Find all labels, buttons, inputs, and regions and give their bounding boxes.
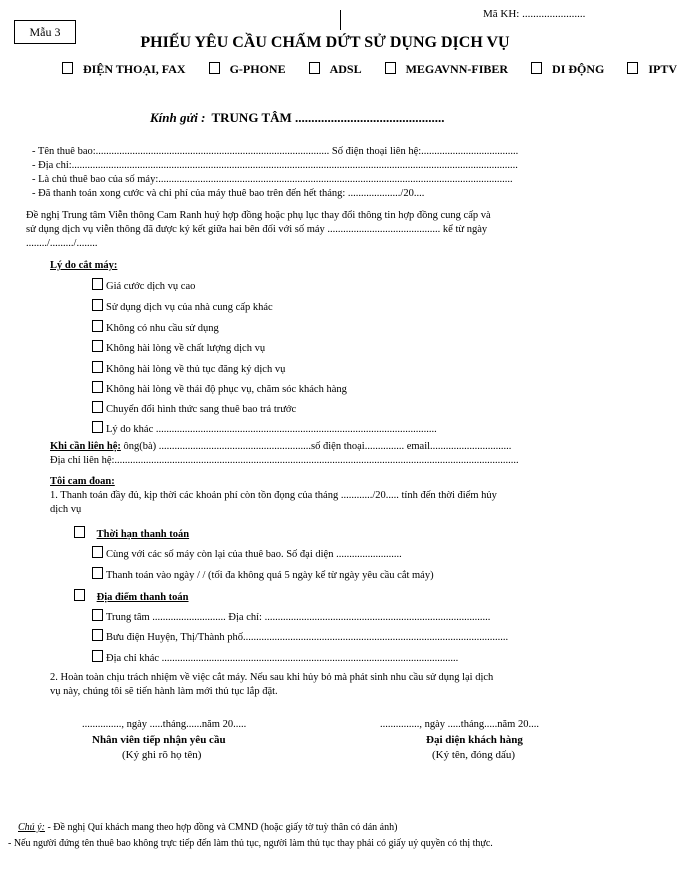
checkbox-icon[interactable]	[92, 361, 103, 373]
checkbox-icon[interactable]	[92, 340, 103, 352]
checkbox-icon[interactable]	[92, 278, 103, 290]
reason-item[interactable]: Sử dụng dịch vụ của nhà cung cấp khác	[92, 299, 273, 313]
checkbox-icon[interactable]	[92, 609, 103, 621]
reason-item[interactable]: Không có nhu cầu sử dụng	[92, 320, 219, 334]
service-option[interactable]: DI ĐỘNG	[531, 62, 614, 76]
commit-2: 2. Hoàn toàn chịu trách nhiệm về việc cắt máy. Nếu sau khi hủy bỏ mà phát sinh nhu cầu sử dụng lại dịch	[50, 672, 494, 683]
reason-item[interactable]: Không hài lòng về thủ tục đăng ký dịch vụ	[92, 361, 285, 375]
staff-signature-sub: (Ký ghi rõ họ tên)	[122, 749, 202, 761]
field-paid-until[interactable]: - Đã thanh toán xong cước và chi phí của máy thuê bao trên đến hết tháng: ..................../20....	[32, 188, 425, 199]
customer-signature-sub: (Ký tên, đóng dấu)	[432, 749, 516, 761]
commit-1[interactable]: 1. Thanh toán đầy đủ, kịp thời các khoản phí còn tồn đọng của tháng ............/20..... tính đến thời điểm hủy	[50, 490, 497, 501]
checkbox-icon[interactable]	[385, 62, 396, 74]
reasons-title: Lý do cắt máy:	[50, 260, 118, 271]
customer-code: Mã KH: .......................	[483, 8, 586, 20]
reason-item[interactable]: Chuyển đổi hình thức sang thuê bao trả trước	[92, 401, 296, 415]
checkbox-icon[interactable]	[92, 421, 103, 433]
payment-time-option[interactable]: Thanh toán vào ngày / / (tối đa không quá 5 ngày kể từ ngày yêu cầu cắt máy)	[92, 567, 434, 581]
field-phone-number[interactable]: - Là chủ thuê bao của số máy:.......................................................................................................................................	[32, 174, 513, 185]
service-option[interactable]: ADSL	[309, 62, 372, 76]
staff-signature-title: Nhân viên tiếp nhận yêu cầu	[92, 734, 226, 746]
note-1: Chú ý: - Đề nghị Quí khách mang theo hợp đồng và CMND (hoặc giấy tờ tuỳ thân có dán ảnh)	[18, 822, 398, 833]
commit-2-cont: vụ này, chúng tôi sẽ tiến hành làm mới thủ tục lắp đặt.	[50, 686, 278, 697]
payment-time-section[interactable]: Thời hạn thanh toán	[74, 526, 189, 540]
form-title: PHIẾU YÊU CẦU CHẤM DỨT SỬ DỤNG DỊCH VỤ	[140, 34, 510, 51]
checkbox-icon[interactable]	[74, 526, 85, 538]
payment-time-option[interactable]: Cùng với các số máy còn lại của thuê bao. Số đại diện .........................	[92, 546, 402, 560]
payment-place-option[interactable]: Địa chỉ khác .................................................................................................................	[92, 650, 458, 664]
field-subscriber-name[interactable]: - Tên thuê bao:......................................................................................... Số điện thoại liên hệ:.....................................	[32, 146, 519, 157]
checkbox-icon[interactable]	[92, 546, 103, 558]
service-option[interactable]: MEGAVNN-FIBER	[385, 62, 518, 76]
checkbox-icon[interactable]	[531, 62, 542, 74]
checkbox-icon[interactable]	[92, 567, 103, 579]
form-code: Mẫu 3	[14, 20, 76, 44]
checkbox-icon[interactable]	[209, 62, 220, 74]
payment-place-option[interactable]: Bưu điện Huyện, Thị/Thành phố.....................................................................................................	[92, 629, 508, 643]
addressee: Kính gửi : TRUNG TÂM ..............................................	[150, 110, 445, 125]
payment-place-section[interactable]: Địa điểm thanh toán	[74, 589, 189, 603]
customer-signature-title: Đại diện khách hàng	[426, 734, 523, 746]
service-option[interactable]: ĐIỆN THOẠI, FAX	[62, 62, 196, 76]
service-options	[62, 62, 697, 77]
request-date[interactable]: ......../........./........	[26, 238, 98, 249]
checkbox-icon[interactable]	[92, 320, 103, 332]
reason-item[interactable]: Giá cước dịch vụ cao	[92, 278, 195, 292]
request-line[interactable]: sử dụng dịch vụ viễn thông đã được ký kết giữa hai bên đối với số máy ........................................... kể từ ngày	[26, 224, 488, 235]
commit-title: Tôi cam đoan:	[50, 476, 115, 487]
checkbox-icon[interactable]	[74, 589, 85, 601]
payment-place-option[interactable]: Trung tâm ............................ Địa chỉ: ......................................................................................	[92, 609, 490, 623]
checkbox-icon[interactable]	[62, 62, 73, 74]
reason-item[interactable]: Không hài lòng về thái độ phục vụ, chăm sóc khách hàng	[92, 381, 347, 395]
checkbox-icon[interactable]	[92, 401, 103, 413]
contact-address[interactable]: Địa chỉ liên hệ:..........................................................................................................................................................	[50, 455, 519, 466]
checkbox-icon[interactable]	[92, 299, 103, 311]
checkbox-icon[interactable]	[309, 62, 320, 74]
divider	[340, 10, 341, 30]
contact-line[interactable]: Khi cần liên hệ: ông(bà) ..........................................................số điện thoại............... email...............................	[50, 441, 512, 452]
checkbox-icon[interactable]	[92, 629, 103, 641]
date-right[interactable]: ..............., ngày .....tháng.....năm 20....	[380, 719, 539, 730]
checkbox-icon[interactable]	[92, 650, 103, 662]
checkbox-icon[interactable]	[92, 381, 103, 393]
date-left[interactable]: ..............., ngày .....tháng......năm 20.....	[82, 719, 247, 730]
checkbox-icon[interactable]	[627, 62, 638, 74]
request-line: Đề nghị Trung tâm Viễn thông Cam Ranh huỷ hợp đồng hoặc phụ lục thay đổi thông tin hợp đồng cung cấp và	[26, 210, 491, 221]
reason-item[interactable]: Không hài lòng về chất lượng dịch vụ	[92, 340, 265, 354]
reason-item-other[interactable]: Lý do khác ...........................................................................................................	[92, 421, 437, 435]
note-2: - Nếu người đứng tên thuê bao không trực tiếp đến làm thủ tục, người làm thủ tục thay phải có giấy uỷ quyền có thị thực.	[8, 838, 493, 849]
commit-1-cont: dịch vụ	[50, 504, 82, 515]
service-option[interactable]: G-PHONE	[209, 62, 296, 76]
service-option[interactable]: IPTV	[627, 62, 687, 76]
field-address[interactable]: - Địa chỉ:..........................................................................................................................................................................	[32, 160, 518, 171]
